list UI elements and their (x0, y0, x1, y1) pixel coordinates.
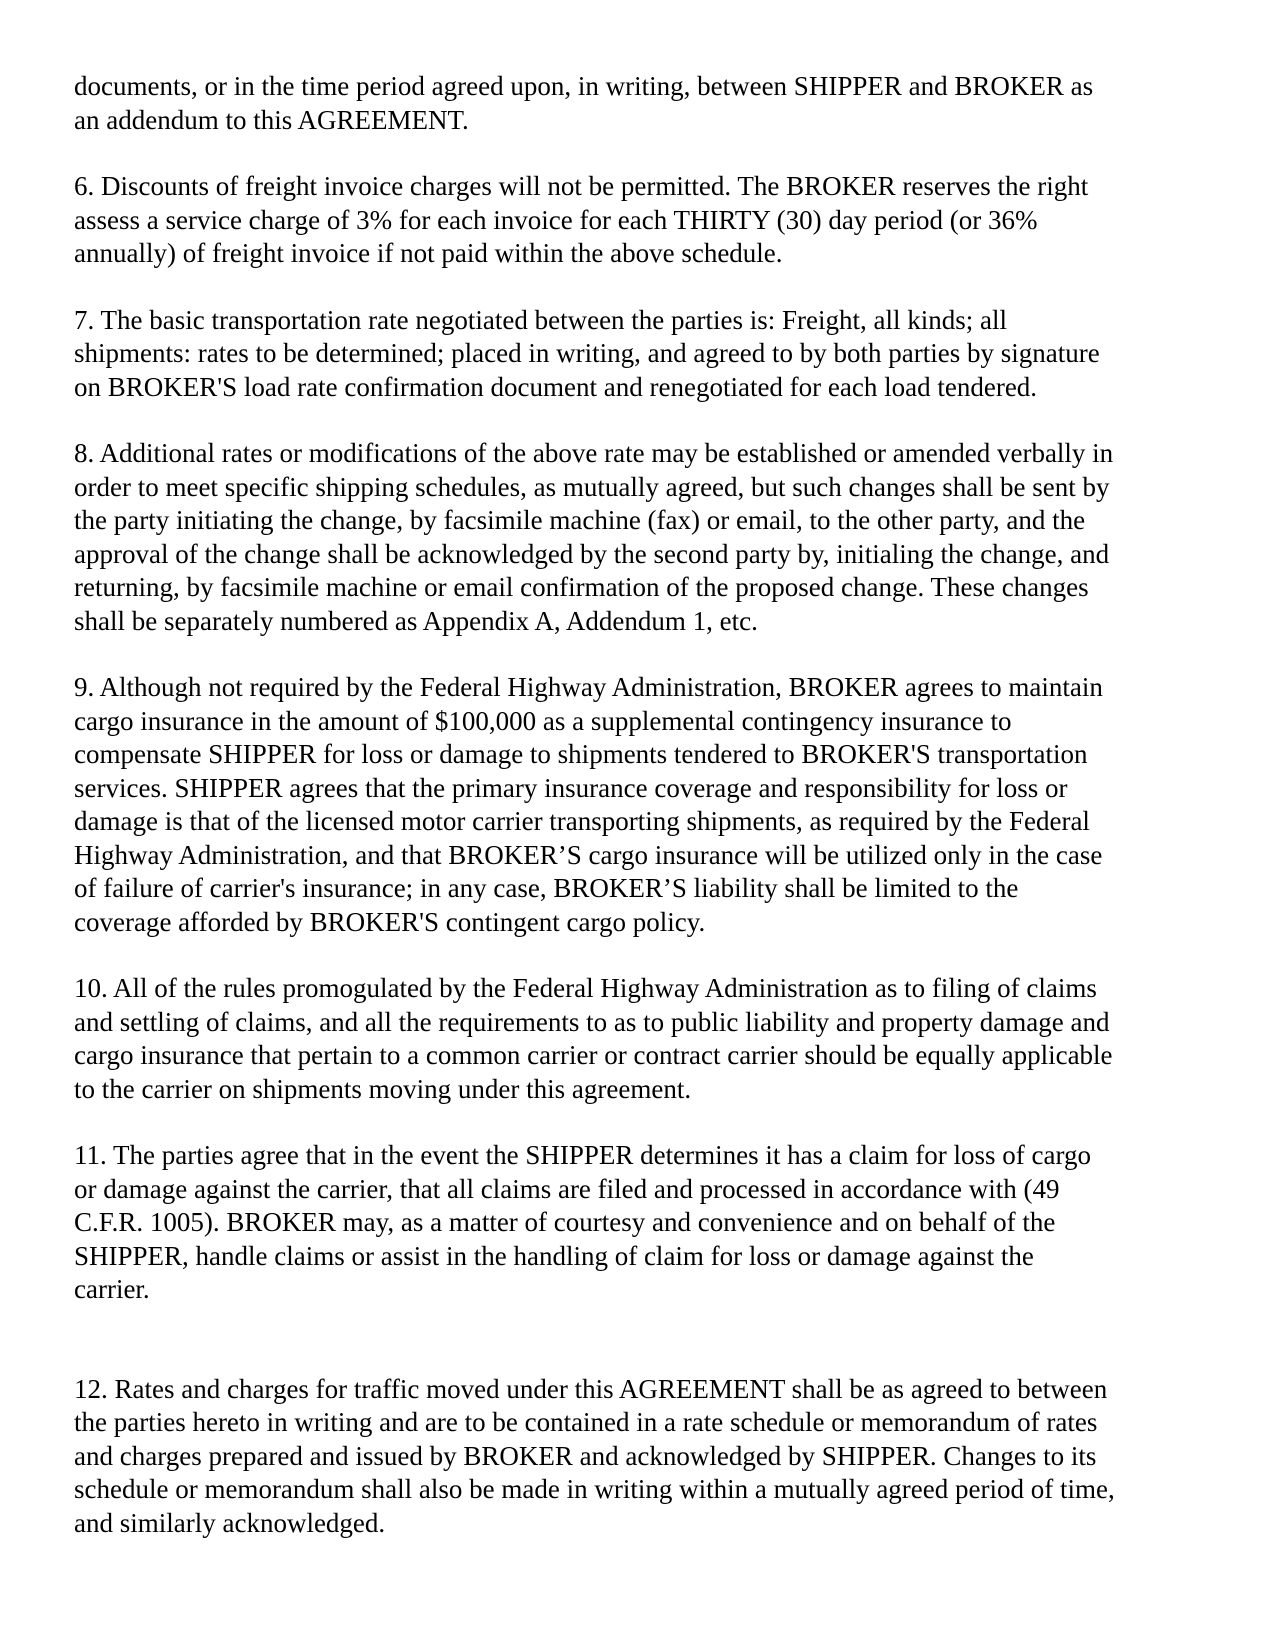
paragraph-10: 10. All of the rules promogulated by the Federal Highway Administration as to filing of claims and settling of claims, and all the requirements to as to public liability and property damage and cargo insurance that pertain to a common carrier or contract carrier should be equally applicable to the carrier on shipments moving under this agreement. (74, 973, 1113, 1104)
paragraph-9: 9. Although not required by the Federal Highway Administration, BROKER agrees to maintain cargo insurance in the amount of $100,000 as a supplemental contingency insurance to compensate SHIPPER for loss or damage to shipments tendered to BROKER'S transportation services. SHIPPER agrees that the primary insurance coverage and responsibility for loss or damage is that of the licensed motor carrier transporting shipments, as required by the Federal Highway Administration, and that BROKER’S cargo insurance will be utilized only in the case of failure of carrier's insurance; in any case, BROKER’S liability shall be limited to the coverage afforded by BROKER'S contingent cargo policy. (74, 672, 1103, 937)
paragraph-5-continued: documents, or in the time period agreed upon, in writing, between SHIPPER and BROKER as an addendum to this AGREEMENT. (74, 71, 1094, 135)
document-page (74, 70, 1204, 1573)
paragraph-11: 11. The parties agree that in the event the SHIPPER determines it has a claim for loss of cargo or damage against the carrier, that all claims are filed and processed in accordance with (49 C.F.R. 1005). BROKER may, as a matter of courtesy and convenience and on behalf of the SHIPPER, handle claims or assist in the handling of claim for loss or damage against the carrier. (74, 1140, 1091, 1304)
paragraph-7: 7. The basic transportation rate negotiated between the parties is: Freight, all kinds; all shipments: rates to be determined; placed in writing, and agreed to by both parties by signature on BROKER'S load rate confirmation document and renegotiated for each load tendered. (74, 304, 1100, 402)
paragraph-8: 8. Additional rates or modifications of the above rate may be established or amended verbally in order to meet specific shipping schedules, as mutually agreed, but such changes shall be sent by the party initiating the change, by facsimile machine (fax) or email, to the other party, and the approval of the change shall be acknowledged by the second party by, initialing the change, and returning, by facsimile machine or email confirmation of the proposed change. These changes shall be separately numbered as Appendix A, Addendum 1, etc. (74, 438, 1114, 636)
paragraph-6: 6. Discounts of freight invoice charges will not be permitted. The BROKER reserves the right assess a service charge of 3% for each invoice for each THIRTY (30) day period (or 36% annually) of freight invoice if not paid within the above schedule. (74, 171, 1089, 268)
paragraph-12: 12. Rates and charges for traffic moved under this AGREEMENT shall be as agreed to between the parties hereto in writing and are to be contained in a rate schedule or memorandum of rates and charges prepared and issued by BROKER and acknowledged by SHIPPER. Changes to its schedule or memorandum shall also be made in writing within a mutually agreed period of time, and similarly acknowledged. (74, 1373, 1115, 1538)
